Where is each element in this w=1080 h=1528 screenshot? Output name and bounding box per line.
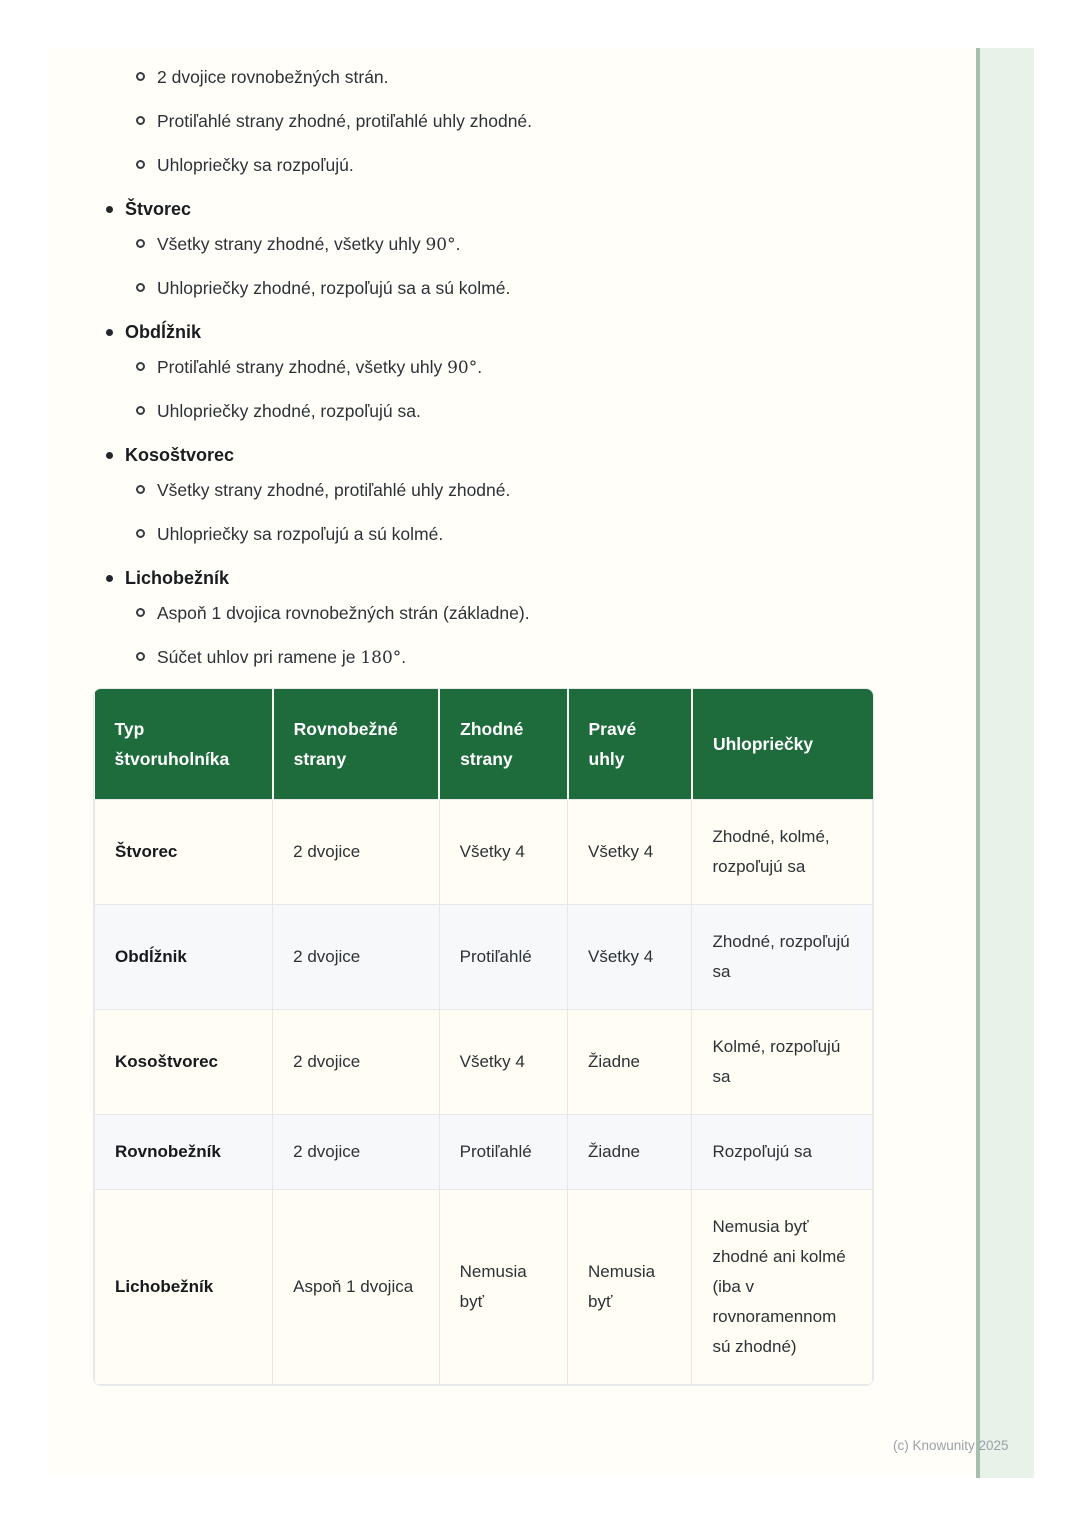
column-header-diagonals: Uhlopriečky — [692, 689, 873, 800]
list-item-text: Protiľahlé strany zhodné, protiľahlé uhly zhodné. — [157, 111, 533, 131]
circle-bullet-icon — [136, 485, 145, 494]
list-item — [48, 152, 976, 179]
column-header-type: Typ štvoruholníka — [95, 689, 273, 800]
list-item-text: Protiľahlé strany zhodné, všetky uhly — [157, 357, 448, 377]
circle-bullet-icon — [136, 652, 145, 661]
section-title-stvorec — [48, 196, 976, 222]
list-item — [48, 477, 976, 504]
cell-diagonals: Zhodné, rozpoľujú sa — [692, 905, 873, 1010]
table-row — [95, 1115, 873, 1190]
side-panel — [980, 48, 1034, 1478]
disc-bullet-icon — [106, 452, 113, 459]
cell-right-angles: Všetky 4 — [568, 800, 692, 905]
section-title-obdlznik — [48, 319, 976, 345]
circle-bullet-icon — [136, 406, 145, 415]
list-item-text: Uhlopriečky sa rozpoľujú a sú kolmé. — [157, 524, 444, 544]
list-item — [48, 64, 976, 91]
table-row — [95, 1190, 873, 1385]
cell-congruent: Protiľahlé — [439, 905, 567, 1010]
section-title-text: Kosoštvorec — [125, 445, 235, 465]
list-item-text: Uhlopriečky zhodné, rozpoľujú sa a sú kolmé. — [157, 278, 511, 298]
cell-parallel: 2 dvojice — [273, 905, 439, 1010]
cell-type: Štvorec — [95, 800, 273, 905]
cell-parallel: 2 dvojice — [273, 1115, 439, 1190]
list-item-text: 2 dvojice rovnobežných strán. — [157, 67, 389, 87]
cell-diagonals: Nemusia byť zhodné ani kolmé (iba v rovnoramennom sú zhodné) — [692, 1190, 873, 1385]
list-item — [48, 600, 976, 627]
math-value: 180° — [360, 648, 402, 668]
section-title-text: Štvorec — [125, 199, 192, 219]
list-item — [48, 521, 976, 548]
circle-bullet-icon — [136, 362, 145, 371]
table-row — [95, 905, 873, 1010]
cell-type: Lichobežník — [95, 1190, 273, 1385]
list-item-text-post: . — [401, 647, 407, 667]
disc-bullet-icon — [106, 329, 113, 336]
list-item-text: Všetky strany zhodné, všetky uhly — [157, 234, 426, 254]
cell-congruent: Nemusia byť — [439, 1190, 567, 1385]
math-value: 90° — [447, 358, 478, 378]
cell-diagonals: Rozpoľujú sa — [692, 1115, 873, 1190]
cell-diagonals: Zhodné, kolmé, rozpoľujú sa — [692, 800, 873, 905]
list-item-text: Všetky strany zhodné, protiľahlé uhly zhodné. — [157, 480, 511, 500]
disc-bullet-icon — [106, 206, 113, 213]
list-item-text: Súčet uhlov pri ramene je — [157, 647, 361, 667]
table-row — [95, 800, 873, 905]
circle-bullet-icon — [136, 529, 145, 538]
circle-bullet-icon — [136, 116, 145, 125]
cell-parallel: 2 dvojice — [273, 800, 439, 905]
section-title-text: Lichobežník — [125, 568, 230, 588]
properties-list — [48, 48, 976, 671]
list-item — [48, 398, 976, 425]
content-card — [48, 48, 976, 1476]
disc-bullet-icon — [106, 575, 113, 582]
list-item — [48, 108, 976, 135]
section-title-lichobeznik — [48, 565, 976, 591]
cell-right-angles: Žiadne — [568, 1010, 692, 1115]
list-item-text-post: . — [455, 234, 461, 254]
list-item — [48, 354, 976, 381]
circle-bullet-icon — [136, 283, 145, 292]
list-item-text: Aspoň 1 dvojica rovnobežných strán (základne). — [157, 603, 530, 623]
cell-type: Kosoštvorec — [95, 1010, 273, 1115]
cell-diagonals: Kolmé, rozpoľujú sa — [692, 1010, 873, 1115]
cell-congruent: Všetky 4 — [439, 1010, 567, 1115]
cell-right-angles: Nemusia byť — [568, 1190, 692, 1385]
list-item-text: Uhlopriečky zhodné, rozpoľujú sa. — [157, 401, 421, 421]
list-item-text-post: . — [477, 357, 483, 377]
math-value: 90° — [425, 235, 456, 255]
list-item — [48, 275, 976, 302]
table-row — [95, 1010, 873, 1115]
section-title-text: Obdĺžnik — [125, 322, 201, 342]
circle-bullet-icon — [136, 160, 145, 169]
column-header-parallel-sides: Rovnobežné strany — [273, 689, 439, 800]
cell-type: Obdĺžnik — [95, 905, 273, 1010]
cell-right-angles: Žiadne — [568, 1115, 692, 1190]
quadrilaterals-table — [93, 688, 874, 1386]
table-header-row — [95, 689, 873, 800]
list-item — [48, 231, 976, 258]
column-header-congruent-sides: Zhodné strany — [439, 689, 567, 800]
circle-bullet-icon — [136, 608, 145, 617]
cell-right-angles: Všetky 4 — [568, 905, 692, 1010]
cell-parallel: 2 dvojice — [273, 1010, 439, 1115]
list-item — [48, 644, 976, 671]
circle-bullet-icon — [136, 72, 145, 81]
column-header-right-angles: Pravé uhly — [568, 689, 692, 800]
circle-bullet-icon — [136, 239, 145, 248]
list-item-text: Uhlopriečky sa rozpoľujú. — [157, 155, 354, 175]
section-title-kosostvorec — [48, 442, 976, 468]
copyright-text: (c) Knowunity 2025 — [893, 1438, 1009, 1453]
cell-congruent: Protiľahlé — [439, 1115, 567, 1190]
cell-type: Rovnobežník — [95, 1115, 273, 1190]
cell-parallel: Aspoň 1 dvojica — [273, 1190, 439, 1385]
cell-congruent: Všetky 4 — [439, 800, 567, 905]
